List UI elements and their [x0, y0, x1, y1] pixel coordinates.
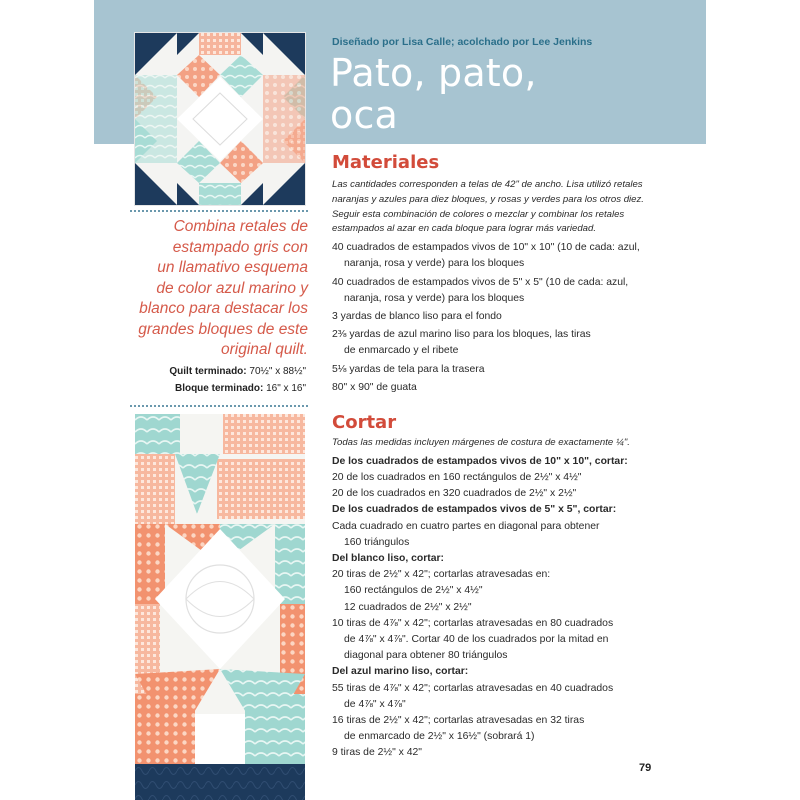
material-item: [332, 275, 662, 307]
material-line: 2⅜ yardas de azul marino liso para los bloques, las tiras: [332, 329, 591, 341]
cut-line: 12 cuadrados de 2½" x 2½": [344, 601, 472, 613]
cut-line: 20 tiras de 2½" x 42"; cortarlas atravesadas en:: [332, 569, 551, 581]
cut-line: diagonal para obtener 80 triángulos: [344, 650, 508, 662]
tagline-line: estampado gris con: [172, 238, 308, 256]
finished-block-value: 16" x 16": [266, 383, 306, 394]
cut-lines: [332, 454, 662, 762]
intro-line: Seguir esta combinación de colores o mezclar y combinar los retales: [332, 208, 625, 220]
intro-line: naranjas y azules para diez bloques, y rosas y verdes para los otros diez.: [332, 193, 644, 205]
page-title: [330, 52, 690, 136]
magazine-page: [94, 0, 706, 800]
page-number: 79: [639, 762, 652, 774]
cut-line: 16 tiras de 2½" x 42"; cortarlas atravesadas en 32 tiras: [332, 715, 585, 727]
divider-bottom: [130, 405, 308, 407]
finished-block-spec: [114, 383, 306, 394]
tagline-line: de color azul marino y: [156, 279, 308, 297]
material-line-cont: de enmarcado y el ribete: [344, 345, 459, 357]
cut-subheading: De los cuadrados de estampados vivos de 5" x 5", cortar:: [332, 504, 617, 516]
designer-credit: Diseñado por Lisa Calle; acolchado por Lee Jenkins: [332, 36, 593, 48]
tagline-line: blanco para destacar los: [139, 300, 308, 317]
intro-line: Las cantidades corresponden a telas de 42" de ancho. Lisa utilizó retales: [332, 179, 643, 190]
material-item: [332, 309, 662, 325]
material-item: [332, 327, 662, 359]
material-line: 40 cuadrados de estampados vivos de 5" x 5" (10 de cada: azul,: [332, 276, 629, 288]
cut-subheading: De los cuadrados de estampados vivos de 10" x 10", cortar:: [332, 455, 628, 467]
finished-block-label: Bloque terminado:: [174, 383, 264, 394]
sidebar-tagline: [124, 217, 308, 361]
material-line-cont: naranja, rosa y verde) para los bloques: [344, 258, 525, 270]
tagline-line: original quilt.: [220, 341, 308, 358]
finished-quilt-value: 70½" x 88½": [249, 366, 306, 377]
cut-line: 160 rectángulos de 2½" x 4½": [344, 585, 483, 597]
cut-heading: Cortar: [332, 412, 397, 433]
tagline-line: grandes bloques de este: [138, 320, 308, 338]
material-item: [332, 362, 662, 378]
title-line-1: Pato, pato,: [330, 51, 537, 95]
cut-line: Cada cuadrado en cuatro partes en diagonal para obtener: [332, 520, 600, 532]
finished-quilt-spec: [114, 366, 306, 377]
tagline-line: un llamativo esquema: [157, 259, 308, 276]
material-line: 5⅛ yardas de tela para la trasera: [332, 363, 485, 375]
material-line: 80" x 90" de guata: [332, 381, 417, 393]
divider-top: [130, 210, 308, 212]
material-line: 40 cuadrados de estampados vivos de 10" x 10" (10 de cada: azul,: [332, 242, 640, 254]
cut-line: de enmarcado de 2½" x 16½" (sobrará 1): [344, 731, 535, 743]
material-line: 3 yardas de blanco liso para el fondo: [332, 311, 502, 322]
cut-intro: Todas las medidas incluyen márgenes de costura de exactamente ¼".: [332, 437, 630, 448]
materials-heading: Materiales: [332, 152, 440, 173]
finished-quilt-label: Quilt terminado:: [169, 366, 247, 377]
cut-line: 20 de los cuadrados en 320 cuadrados de 2½" x 2½": [332, 488, 577, 500]
quilt-block-photo: [135, 33, 305, 205]
material-item: [332, 240, 662, 272]
materials-content: [332, 178, 662, 398]
cut-line: 55 tiras de 4⅞" x 42"; cortarlas atravesadas en 40 cuadrados: [332, 682, 614, 694]
materials-intro: [332, 178, 662, 237]
cut-line: de 4⅞" x 4⅞": [344, 698, 406, 710]
cut-line: de 4⅞" x 4⅞". Cortar 40 de los cuadrados por la mitad en: [344, 634, 609, 646]
cut-subheading: Del blanco liso, cortar:: [332, 553, 445, 565]
cut-line: 9 tiras de 2½" x 42": [332, 747, 422, 759]
tagline-line: Combina retales de: [173, 218, 308, 235]
cut-subheading: Del azul marino liso, cortar:: [332, 666, 469, 678]
quilt-detail-photo: [135, 414, 305, 800]
cut-content: [332, 436, 662, 762]
cut-line: 20 de los cuadrados en 160 rectángulos de 2½" x 4½": [332, 472, 582, 483]
material-line-cont: naranja, rosa y verde) para los bloques: [344, 292, 525, 304]
intro-line: estampados al azar en cada bloque para lograr más variedad.: [332, 223, 596, 235]
title-line-2: oca: [330, 93, 399, 137]
cut-line: 10 tiras de 4⅞" x 42"; cortarlas atravesadas en 80 cuadrados: [332, 617, 614, 629]
cut-line: 160 triángulos: [344, 536, 410, 548]
material-item: [332, 380, 662, 396]
